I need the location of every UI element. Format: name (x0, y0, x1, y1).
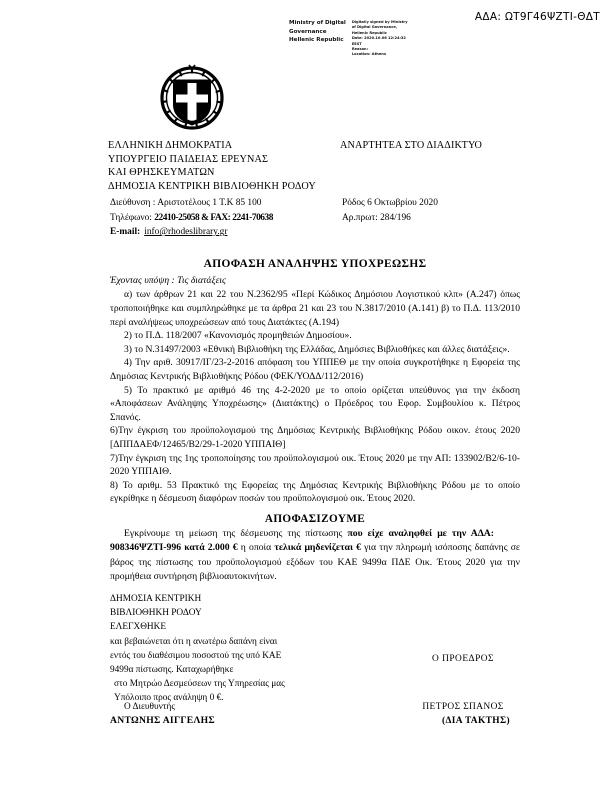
authority-line-3: ΚΑΙ ΘΡΗΣΚΕΥΜΑΤΩΝ (108, 167, 215, 179)
clause-item: 7)Την έγκριση της 1ης τροποποίησης του προϋπολογισμού οικ. Έτους 2020 με την ΑΠ: 133902/Β2/6-10-2020 ΥΠΠΑΙΘ. (110, 452, 520, 478)
director-name: ΑΝΤΩΝΗΣ ΑΙΓΓΕΛΗΣ (110, 715, 215, 726)
coat-of-arms-icon (156, 64, 228, 134)
president-role-tag: (ΔΙΑ ΤΑΚΤΗΣ) (441, 716, 511, 726)
contact-right-spacer (342, 225, 576, 240)
email-label: E-mail: (110, 227, 141, 238)
authority-line-4: ΔΗΜΟΣΙΑ ΚΕΝΤΡΙΚΗ ΒΙΒΛΙΟΘΗΚΗ ΡΟΔΟΥ (108, 180, 316, 192)
president-title: Ο ΠΡΟΕΔΡΟΣ (431, 654, 495, 664)
email-line (110, 225, 342, 240)
certification-block (110, 592, 350, 706)
certification-line-5: εντός του διαθέσιμου ποσοστού της υπό ΚΑΕ (110, 650, 282, 661)
decision-text-part-2: για την πληρωμή ισόποσης δαπάνης σε βάρος της πίστωσης του προϋπολογισμού εξόδων του ΚΑΕ 9499α ΠΔΕ Οικ. Έτους 2020 για την προμήθεια συντήρηση βιβλιοαυτοκινήτων. (110, 542, 520, 583)
decision-text-middle: η οποία (237, 542, 275, 554)
decision-text-part-1: Εγκρίνουμε τη μείωση της δέσμευσης της πίστωσης (124, 527, 348, 539)
certification-line-4: και βεβαιώνεται ότι η ανωτέρω δαπάνη είναι (110, 636, 278, 647)
certification-line-6: 9499α πίστωσης. Καταχωρήθηκε (110, 665, 234, 676)
director-signature-block (110, 700, 350, 728)
signing-authority-line-3: Hellenic Republic (289, 37, 344, 44)
decision-emphasis-1: που είχε αναληφθεί με την ΑΔΑ: (347, 527, 494, 539)
president-name: ΠΕΤΡΟΣ ΣΠΑΝΟΣ (422, 702, 504, 712)
signature-row (0, 700, 612, 728)
clause-item: 6)Την έγκριση του προϋπολογισμού της Δημόσιας Κεντρικής Βιβλιοθήκης Ρόδου οικον. έτους 2020 [ΔΠΠΔΑΕΦ/12465/Β2/29-1-2020 ΥΠΠΑΙΘ] (110, 425, 520, 450)
signature-detail-text (352, 19, 408, 58)
signing-authority-text (289, 19, 346, 45)
clause-item: α) των άρθρων 21 και 22 του Ν.2362/95 «Περί Κώδικος Δημόσιου Λογιστικού κλπ» (Α.247) όπως τροποποιήθηκε και συμπληρώθηκε με τα άρθρα 21 και 23 του Ν.3817/2010 (Α.141) β) το Π.Δ. 113/2010 περί αναλήψεως υποχρεώσεων από τους Διατάκτες (Α.194) (110, 289, 520, 328)
director-role: Ο Διευθυντής (124, 702, 176, 712)
clause-item: 5) Το πρακτικό με αριθμό 46 της 4-2-2020 με το οποίο ορίζεται υπεύθυνος για την έκδοση «Αποφάσεων Ανάληψης Υποχρέωσης» (Διατάκτης) ο Πρόεδρος του Εφορ. Συμβουλίου κ. Πέτρος Σπανός. (110, 384, 520, 423)
document-title: ΑΠΟΦΑΣΗ ΑΝΑΛΗΨΗΣ ΥΠΟΧΡΕΩΣΗΣ (203, 258, 427, 270)
signature-detail-line-2: of Digital Governance, (351, 25, 398, 30)
telephone-line (110, 211, 342, 226)
signing-authority-line-2: Governance (289, 28, 327, 35)
decision-paragraph (110, 527, 520, 585)
signature-detail-line-6: Reason: (351, 46, 369, 51)
signing-authority-line-1: Ministry of Digital (289, 20, 346, 26)
signature-detail-line-1: Digitally signed by Ministry (351, 20, 408, 24)
signature-detail-line-5: EEST (351, 41, 362, 46)
telephone-label: Τηλέφωνο: (110, 212, 155, 223)
document-body (0, 258, 612, 585)
issuing-authority-block (108, 139, 340, 193)
certification-line-3: ΕΛΕΓΧΘΗΚΕ (110, 622, 167, 633)
publication-notice: ΑΝΑΡΤΗΤΕΑ ΣΤΟ ΔΙΑΔΙΚΤΥΟ (340, 140, 483, 151)
authority-line-2: ΥΠΟΥΡΓΕΙΟ ΠΑΙΔΕΙΑΣ ΕΡΕΥΝΑΣ (108, 153, 269, 165)
contact-and-date-block (0, 196, 612, 240)
certification-line-7: στο Μητρώο Δεσμεύσεων της Υπηρεσίας μας (114, 679, 285, 690)
clause-item: 3) το Ν.31497/2003 «Εθνική Βιβλιοθήκη της Ελλάδας, Δημόσιες Βιβλιοθήκες και άλλες διατάξεις». (124, 343, 510, 355)
certification-line-8: Υπόλοιπο προς ανάληψη 0 €. (114, 693, 224, 704)
protocol-number: Αρ.πρωτ: 284/196 (342, 212, 411, 223)
place-and-date: Ρόδος 6 Οκτωβρίου 2020 (342, 198, 438, 208)
authority-line-1: ΕΛΛΗΝΙΚΗ ΔΗΜΟΚΡΑΤΙΑ (108, 140, 233, 151)
certification-line-1: ΔΗΜΟΣΙΑ ΚΕΝΤΡΙΚΗ (110, 594, 202, 604)
address-line: Διεύθυνση : Αριστοτέλους 1 Τ.Κ 85 100 (110, 198, 262, 208)
referenced-ada-amount: 908346ΨΖΤΙ-996 κατά 2.000 € (110, 542, 238, 554)
document-header (0, 139, 612, 193)
email-link[interactable]: info@rhodeslibrary.gr (144, 227, 228, 238)
signature-detail-line-3: Hellenic Republic (351, 30, 387, 35)
decision-heading: ΑΠΟΦΑΣΙΖΟΥΜΕ (264, 512, 366, 525)
certification-line-2: ΒΙΒΛΙΟΘΗΚΗ ΡΟΔΟΥ (110, 608, 202, 619)
telephone-value: 22410-25058 & FAX: 2241-70638 (154, 212, 274, 223)
clause-item: 2) το Π.Δ. 118/2007 «Κανονισμός προμηθειών Δημοσίου». (124, 330, 352, 342)
clause-item: 4) Την αριθ. 30917/ΙΓ/23-2-2016 απόφαση του ΥΠΠΕΘ με την οποία συγκροτήθηκε η Εφορεία της Δημόσιας Κεντρικής Βιβλιοθήκης Ρόδου (ΦΕΚ/ΥΟΔΔ/112/2016) (110, 357, 520, 382)
decision-emphasis-2: τελικά μηδενίζεται € (274, 542, 361, 554)
ada-code-top: ΑΔΑ: ΩΤ9Γ46ΨΖΤΙ-ΘΔΤ (474, 11, 600, 23)
signature-detail-line-4: Date: 2020.10.06 12:24:32 (351, 36, 406, 41)
signature-detail-line-7: Location: Athens (351, 52, 386, 57)
digital-signature-stamp (289, 19, 408, 58)
president-signature-block (350, 700, 576, 728)
certification-footer (0, 592, 612, 706)
preamble-lead: Έχοντας υπόψη : Τις διατάξεις (110, 275, 226, 286)
clause-item: 8) Το αριθμ. 53 Πρακτικό της Εφορείας της Δημόσιας Κεντρικής Βιβλιοθήκης Ρόδου με το οποίο εγκρίθηκε η δέσμευση διαφόρων ποσών του προϋπολογισμού οικ. Έτους 2020. (110, 479, 520, 505)
